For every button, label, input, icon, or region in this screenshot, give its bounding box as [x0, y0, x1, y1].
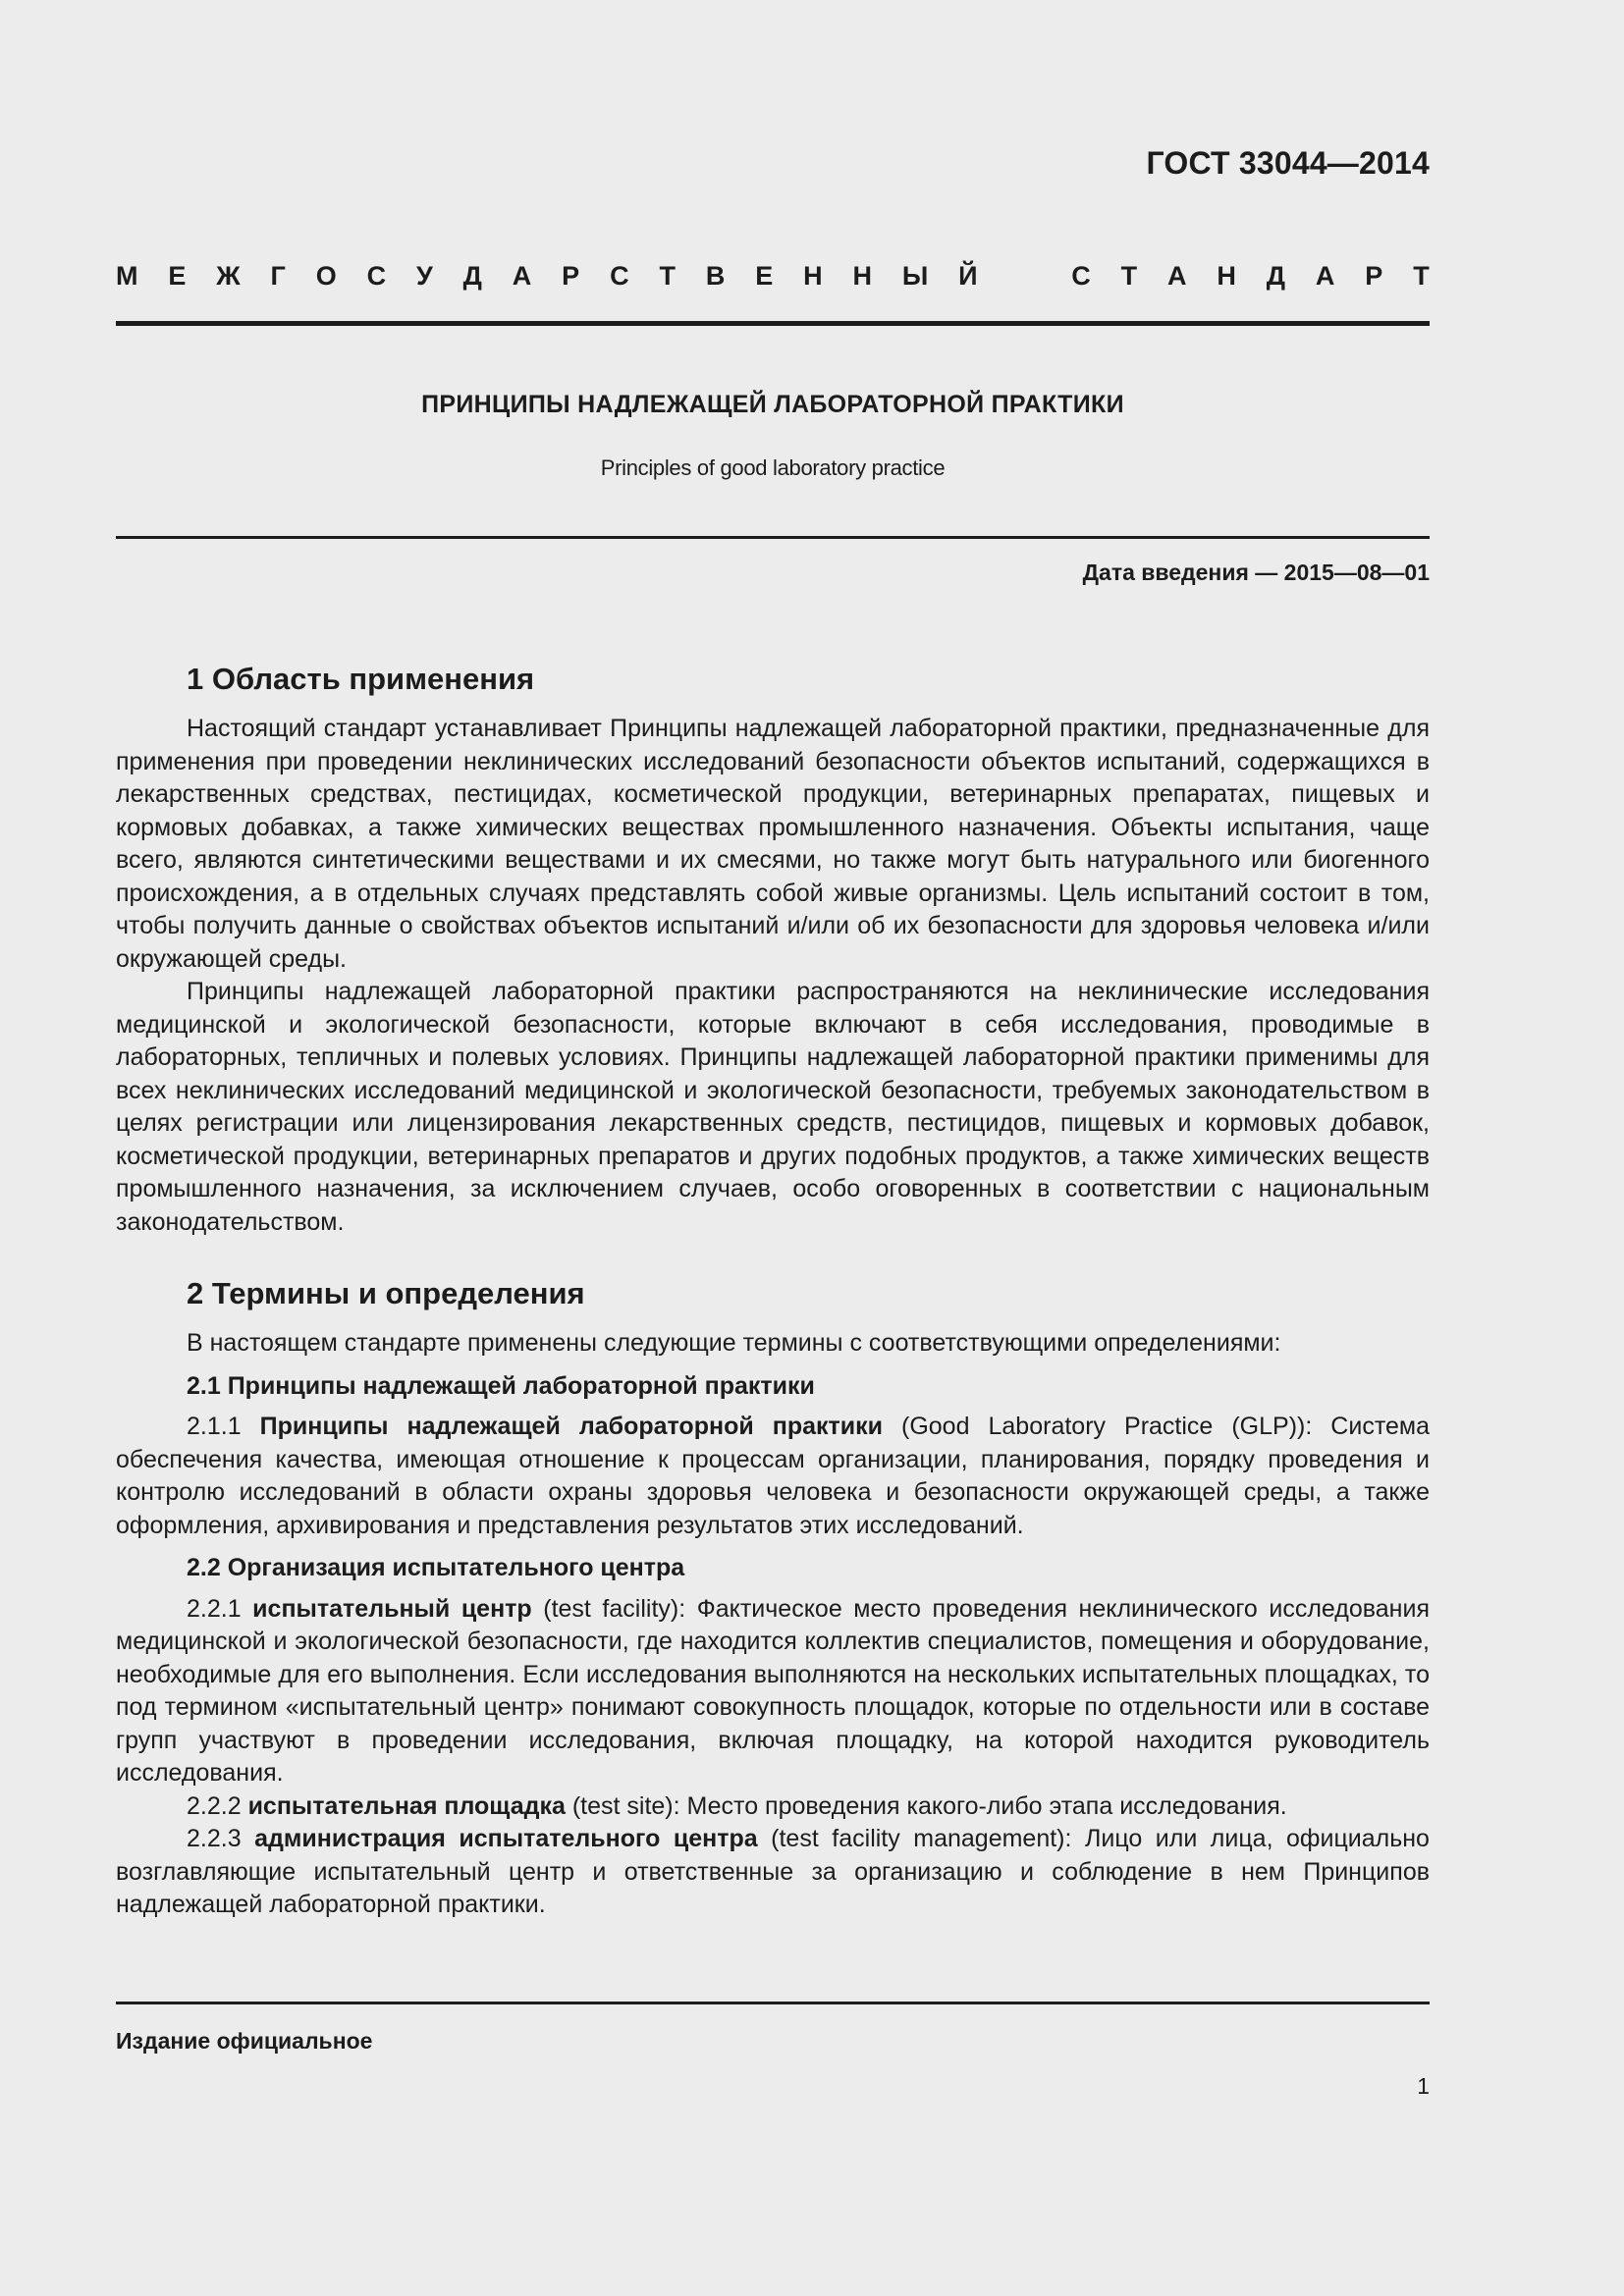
title-divider	[116, 536, 1430, 539]
interstate-standard-heading	[116, 261, 1430, 292]
heading-letter: С	[366, 261, 387, 291]
heading-letter: Т	[659, 261, 676, 291]
heading-letter: Р	[1365, 261, 1383, 291]
official-edition-label: Издание официальное	[116, 2028, 373, 2054]
page-number: 1	[1417, 2073, 1430, 2099]
item-number: 2.2.1	[187, 1594, 253, 1623]
introduction-date: Дата введения — 2015—08—01	[1082, 560, 1430, 585]
heading-letter: Д	[1266, 261, 1286, 291]
definition-text: (test facility management): Лицо или лица, официально возглавляющие испытательный центр и ответственные за организацию и соблюдение в нем Принципов надлежащей лабораторной практики.	[116, 1825, 1430, 1918]
heading-letter: Ы	[901, 261, 929, 291]
definition-item	[116, 1823, 1430, 1922]
heading-letter: У	[416, 261, 433, 291]
paragraph: Настоящий стандарт устанавливает Принципы надлежащей лабораторной практики, предназначенные для применения при проведении неклинических исследований безопасности объектов испытаний, содержащихся в лекарственных средствах, пестицидах, косметической продукции, ветеринарных препаратах, пищевых и кормовых добавках, а также химических веществах промышленного назначения. Объекты испытания, чаще всего, являются синтетическими веществами и их смесями, но также могут быть натурального или биогенного происхождения, а в отдельных случаях представлять собой живые организмы. Цель испытаний состоит в том, чтобы получить данные о свойствах объектов испытаний и/или об их безопасности для здоровья человека и/или окружающей среды.	[116, 715, 1430, 973]
item-number: 2.2.2	[187, 1791, 248, 1820]
subsection-heading: 2.2 Организация испытательного центра	[187, 1554, 685, 1581]
defined-term: Принципы надлежащей лабораторной практики	[259, 1413, 883, 1440]
footer-divider	[116, 2002, 1430, 2004]
heading-letter: А	[1167, 261, 1187, 291]
subsection-heading: 2.1 Принципы надлежащей лабораторной практики	[187, 1371, 815, 1400]
paragraph: В настоящем стандарте применены следующие термины с соответствующими определениями:	[187, 1329, 1281, 1357]
item-number: 2.1.1	[187, 1413, 260, 1440]
defined-term: администрация испытательного центра	[254, 1825, 758, 1852]
definition-item	[116, 1411, 1430, 1542]
definition-item	[116, 1790, 1430, 1824]
heading-letter: Г	[270, 261, 286, 291]
heading-letter: С	[1071, 261, 1091, 291]
heading-letter: Е	[168, 261, 187, 291]
heading-letter: Н	[1217, 261, 1236, 291]
document-title: ПРИНЦИПЫ НАДЛЕЖАЩЕЙ ЛАБОРАТОРНОЙ ПРАКТИКИ	[421, 391, 1124, 418]
document-title-english: Principles of good laboratory practice	[600, 455, 946, 480]
defined-term: испытательная площадка	[247, 1791, 566, 1820]
item-number: 2.2.3	[187, 1825, 255, 1852]
heading-letter: Т	[1413, 261, 1430, 291]
paragraph: Принципы надлежащей лабораторной практики распространяются на неклинические исследования медицинской и экологической безопасности, которые включают в себя исследования, проводимые в лабораторных, тепличных и полевых условиях. Принципы надлежащей лабораторной практики применимы для всех неклинических исследований медицинской и экологической безопасности, требуемых законодательством в целях регистрации или лицензирования лекарственных средств, пестицидов, пищевых и кормовых добавок, косметической продукции, ветеринарных препаратов и других подобных продуктов, а также химических веществ промышленного назначения, за исключением случаев, особо оговоренных в соответствии с национальным законодательством.	[116, 978, 1430, 1236]
heading-letter: В	[705, 261, 726, 291]
definition-text: (test facility): Фактическое место проведения неклинического исследования медицинской и экологической безопасности, где находится коллектив специалистов, помещения и оборудование, необходимые для его выполнения. Если исследования выполняются на нескольких испытательных площадках, то под термином «испытательный центр» понимают совокупность площадок, которые по отдельности или в составе групп участвуют в проведении исследования, включая площадку, на которой находится руководитель исследования.	[116, 1594, 1430, 1787]
heading-letter: Ж	[216, 261, 241, 291]
heading-letter: Т	[1120, 261, 1138, 291]
document-body	[116, 660, 1430, 1922]
section-heading: 2 Термины и определения	[187, 1276, 585, 1310]
section-heading: 1 Область применения	[187, 662, 535, 696]
heading-letter: Р	[562, 261, 580, 291]
definition-text: (Good Laboratory Practice (GLP)): Система обеспечения качества, имеющая отношение к процессам организации, планирования, порядку проведения и контролю исследований в области охраны здоровья человека и безопасности окружающей среды, а также оформления, архивирования и представления результатов этих исследований.	[116, 1413, 1430, 1539]
heading-letter: А	[512, 261, 532, 291]
heading-letter: М	[116, 261, 138, 291]
word-gap	[1007, 261, 1041, 292]
heading-letter: Н	[852, 261, 872, 291]
heading-letter: Е	[755, 261, 774, 291]
heading-letter: Н	[803, 261, 823, 291]
defined-term: испытательный центр	[252, 1594, 532, 1623]
heading-letter: А	[1315, 261, 1335, 291]
heading-letter: Д	[462, 261, 482, 291]
document-code: ГОСТ 33044—2014	[1146, 145, 1430, 181]
top-divider	[116, 321, 1430, 326]
definition-item	[116, 1593, 1430, 1790]
heading-letter: О	[315, 261, 337, 291]
definition-text: (test site): Место проведения какого-либо этапа исследования.	[565, 1791, 1287, 1820]
heading-letter: Й	[958, 261, 978, 291]
heading-letter: С	[610, 261, 629, 291]
